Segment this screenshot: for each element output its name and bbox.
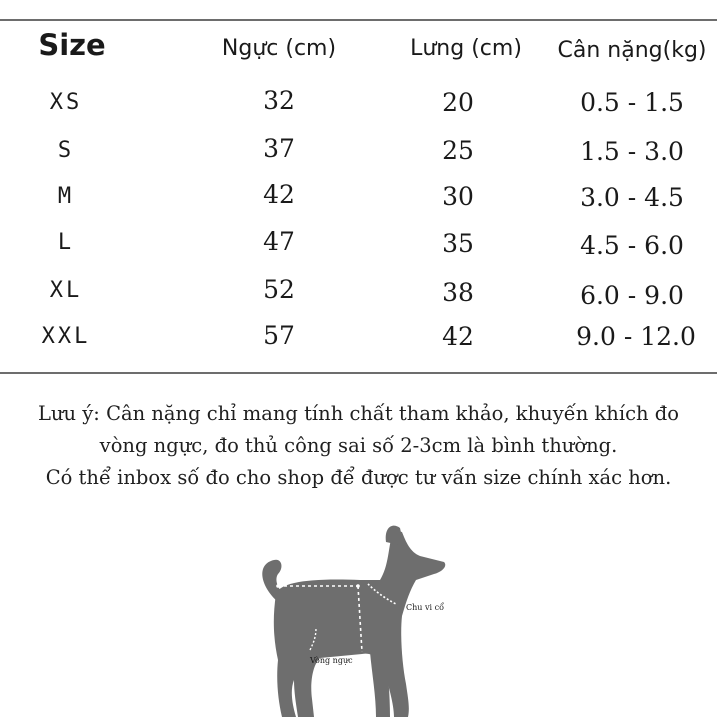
dog-measurement-diagram — [250, 524, 470, 717]
note-line-1: Lưu ý: Cân nặng chỉ mang tính chất tham khảo, khuyến khích đo — [38, 402, 679, 425]
dog-silhouette — [262, 526, 445, 717]
table-bottom-rule — [0, 372, 717, 374]
note-line-2: vòng ngực, đo thủ công sai số 2-3cm là bình thường. — [99, 434, 618, 457]
table-top-rule — [0, 19, 717, 21]
neck-label: Chu vi cổ — [406, 603, 444, 612]
length-label: Chiều dài — [308, 569, 350, 579]
chest-label: Vòng ngực — [310, 656, 353, 665]
note-line-3: Có thể inbox số đo cho shop để được tư vấn size chính xác hơn. — [45, 466, 672, 489]
